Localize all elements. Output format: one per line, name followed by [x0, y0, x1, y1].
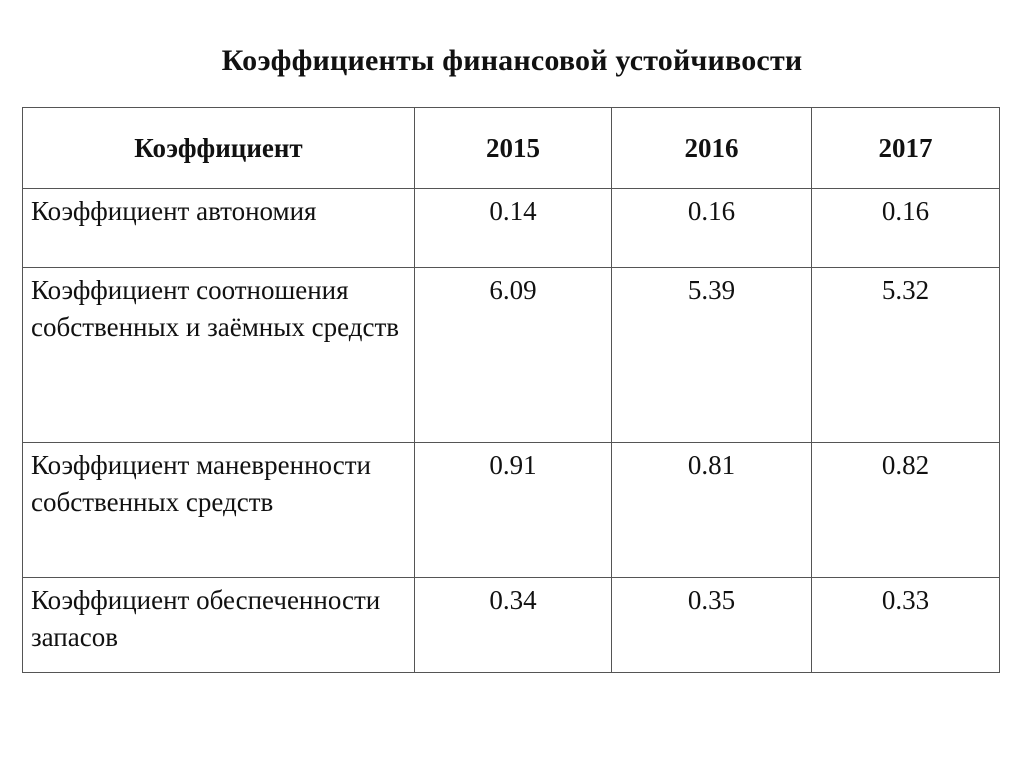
column-header-2016: 2016 [612, 108, 812, 189]
table-row [23, 578, 1000, 673]
row-label: Коэффициент соотношения собственных и заёмных средств [23, 268, 415, 443]
cell-2015: 0.91 [415, 443, 612, 578]
cell-2016: 0.16 [612, 189, 812, 268]
table-row [23, 443, 1000, 578]
cell-2017: 0.33 [812, 578, 1000, 673]
cell-2015: 0.34 [415, 578, 612, 673]
page-title: Коэффициенты финансовой устойчивости [221, 44, 803, 77]
table-header-row [23, 108, 1000, 189]
cell-2016: 5.39 [612, 268, 812, 443]
table-row [23, 189, 1000, 268]
row-label: Коэффициент автономия [23, 189, 415, 268]
cell-2015: 0.14 [415, 189, 612, 268]
column-header-2015: 2015 [415, 108, 612, 189]
column-header-ratio: Коэффициент [23, 108, 415, 189]
column-header-2017: 2017 [812, 108, 1000, 189]
cell-2017: 0.82 [812, 443, 1000, 578]
cell-2017: 0.16 [812, 189, 1000, 268]
cell-2016: 0.35 [612, 578, 812, 673]
financial-ratios-table [22, 107, 1000, 673]
table-row [23, 268, 1000, 443]
cell-2017: 5.32 [812, 268, 1000, 443]
row-label: Коэффициент маневренности собственных средств [23, 443, 415, 578]
cell-2016: 0.81 [612, 443, 812, 578]
cell-2015: 6.09 [415, 268, 612, 443]
row-label: Коэффициент обеспеченности запасов [23, 578, 415, 673]
